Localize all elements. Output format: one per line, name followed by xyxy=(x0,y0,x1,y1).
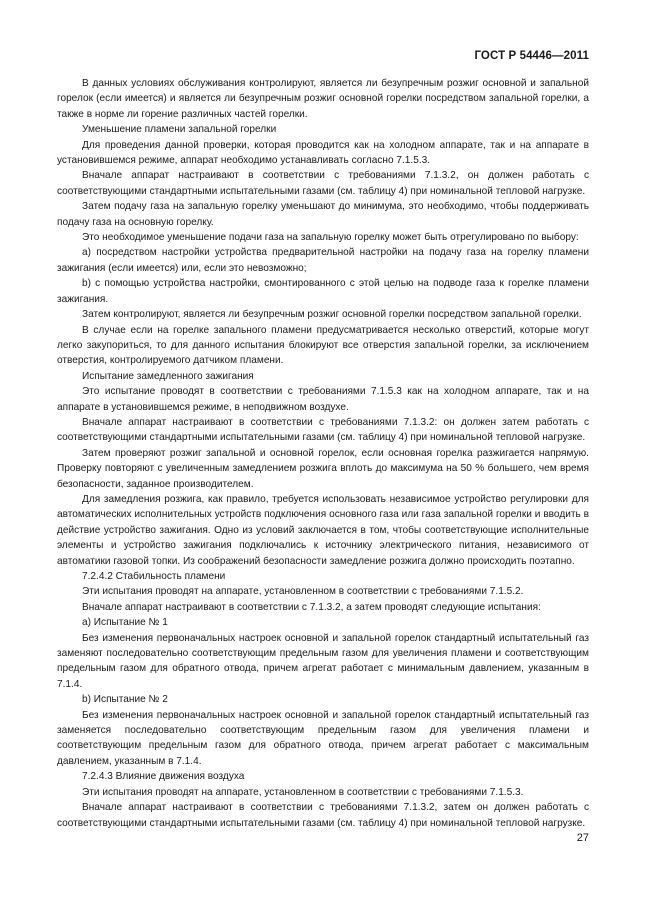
paragraph: Это испытание проводят в соответствии с требованиями 7.1.5.3 как на холодном аппарате, так и на аппарате в установившемся режиме, в неподвижном воздухе. xyxy=(57,386,589,413)
paragraph: Вначале аппарат настраивают в соответствии с требованиями 7.1.3.2: он должен затем работать с соответствующими стандартными испытательными газами (см. таблицу 4) при номинальной тепловой нагрузке. xyxy=(57,416,589,444)
paragraph: Для замедления розжига, как правило, требуется использовать независимое устройство регулировки для автоматических исполнительных устройств подключения основного газа или газа запальной горелки и вводить в действие устройство зажигания. Одно из условий заключается в том, чтобы соответствующие исполнительные элементы и устройство зажигания подключались к источнику электрического питания, независимого от автоматики газовой топки. Из соображений безопасности замедление розжига должно происходить поэтапно. xyxy=(57,493,589,567)
section-heading: 7.2.4.2 Стабильность пламени xyxy=(82,571,226,582)
paragraph: Уменьшение пламени запальной горелки xyxy=(82,124,277,136)
paragraph: В данных условиях обслуживания контролируют, является ли безупречным розжиг основной и запальной горелок (если имеется) и является ли безупречным розжиг основной горелки посредством запальной горелки, а также в норме ли горение различных частей горелки. xyxy=(57,78,589,120)
paragraph: Вначале аппарат настраивают в соответствии с требованиями 7.1.3.2, затем он должен работать с соответствующими стандартными испытательными газами (см. таблицу 4) при номинальной тепловой нагрузке. xyxy=(57,802,589,829)
paragraph: Это необходимое уменьшение подачи газа на запальную горелку может быть отрегулировано по выбору: xyxy=(82,232,579,244)
section-heading: 7.2.4.3 Влияние движения воздуха xyxy=(82,771,245,783)
paragraph: Без изменения первоначальных настроек основной и запальной горелок стандартный испытательный газ заменяется последовательно соответствующим предельным газом для увеличения пламени и соответствующим предельным газом для обратного отвода, причем агрегат работает с максимальным давлением, указанным в 7.1.4. xyxy=(57,709,589,767)
paragraph: Без изменения первоначальных настроек основной и запальной горелок стандартный испытательный газ заменяют последовательно соответствующим предельным газом для увеличения пламени и соответствующим предельным газом для обратного отвода, причем агрегат работает с минимальным давлением, указанным в 7.1.4. xyxy=(57,632,589,690)
paragraph: b) Испытание № 2 xyxy=(82,694,168,706)
paragraph: Вначале аппарат настраивают в соответствии с требованиями 7.1.3.2, он должен работать с соответствующими стандартными испытательными газами (см. таблицу 4) при номинальной тепловой нагрузке. xyxy=(57,170,589,197)
paragraph: Затем проверяют розжиг запальной и основной горелок, если основная горелка разжигается напрямую. Проверку повторяют с увеличенным замедлением розжига вплоть до максимума на 50 % большего, чем время безопасности, заданное производителем. xyxy=(57,447,589,490)
paragraph: a) посредством настройки устройства предварительной настройки на подачу газа на горелку пламени зажигания (если имеется) или, если это невозможно; xyxy=(57,247,589,274)
document-header: ГОСТ Р 54446—2011 xyxy=(474,50,589,62)
paragraph: Вначале аппарат настраивают в соответствии с 7.1.3.2, а затем проводят следующие испытания: xyxy=(82,601,541,613)
paragraph: Испытание замедленного зажигания xyxy=(82,370,254,382)
paragraph: Затем контролируют, является ли безупречным розжиг основной горелки посредством запальной горелки. xyxy=(82,309,582,321)
paragraph: Эти испытания проводят на аппарате, установленном в соответствии с требованиями 7.1.5.2. xyxy=(82,586,524,598)
page-number: 27 xyxy=(576,832,589,844)
paragraph: Для проведения данной проверки, которая проводится как на холодном аппарате, так и на аппарате в установившемся режиме, аппарат необходимо устанавливать согласно 7.1.5.3. xyxy=(57,139,589,167)
paragraph: Затем подачу газа на запальную горелку уменьшают до минимума, это необходимо, чтобы поддерживать подачу газа на основную горелку. xyxy=(57,201,589,228)
paragraph: b) с помощью устройства настройки, смонтированного с этой целью на подводе газа к горелке пламени зажигания. xyxy=(57,278,589,305)
paragraph: Эти испытания проводят на аппарате, установленном в соответствии с требованиями 7.1.5.3. xyxy=(82,786,524,798)
paragraph: В случае если на горелке запального пламени предусматривается несколько отверстий, которые могут легко закупориться, то для данного испытания блокируют все отверстия запальной горелки, за исключением отверстия, контролируемого датчиком пламени. xyxy=(57,324,589,367)
document-body xyxy=(57,76,589,831)
paragraph: a) Испытание № 1 xyxy=(82,617,168,629)
